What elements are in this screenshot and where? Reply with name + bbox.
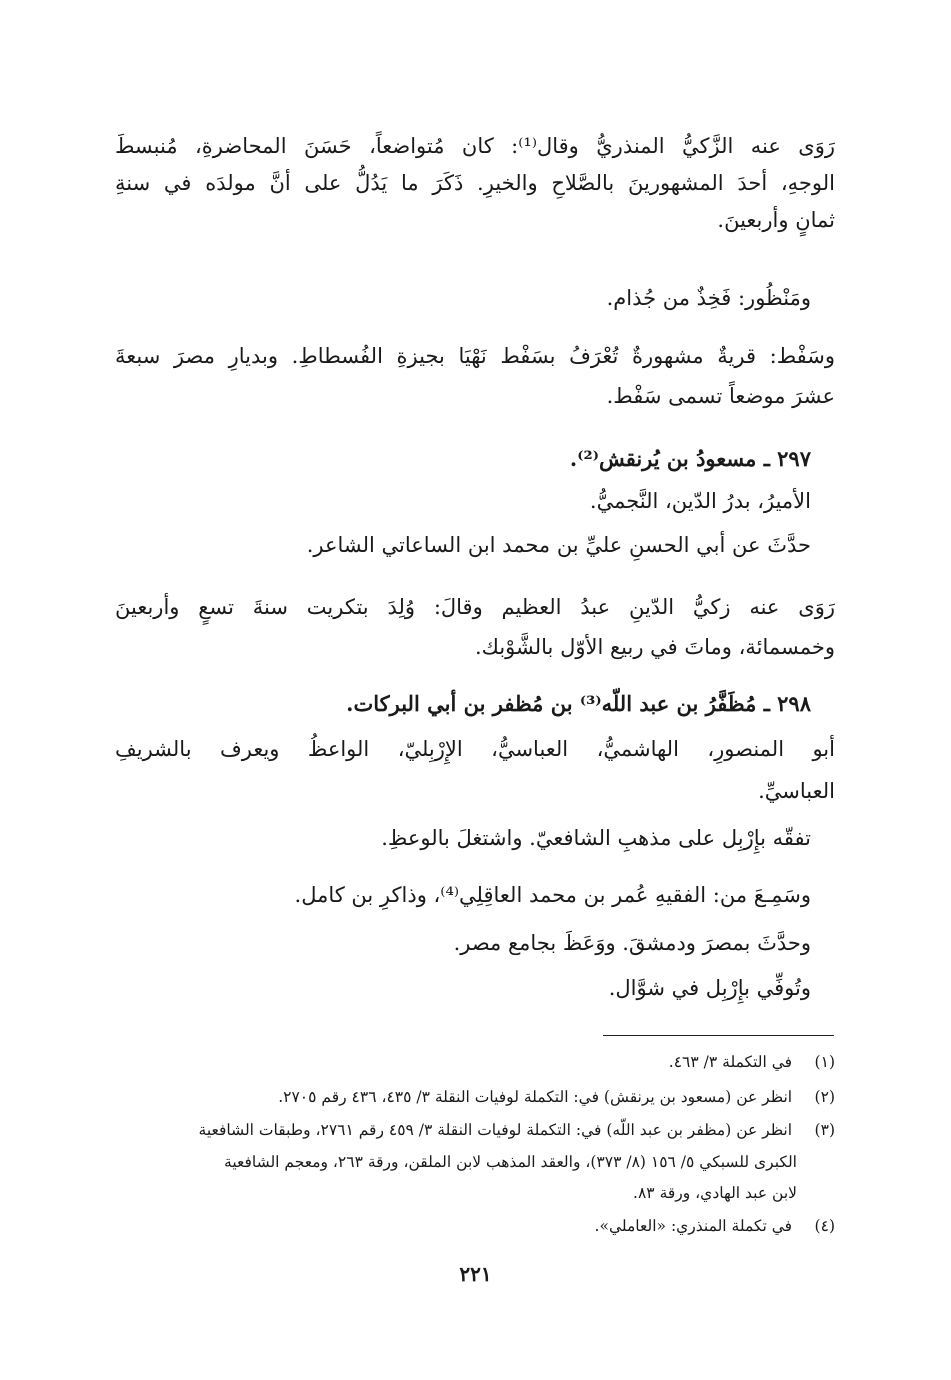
footnote-2 (278, 1085, 835, 1109)
footnote-number: (٢) (814, 1088, 835, 1106)
body-line: ومَنْظُور: فَخِذٌ من جُذام. (606, 286, 811, 310)
footnote-3 (199, 1118, 835, 1142)
body-line: وسَمِـعَ من: الفقيهِ عُمر بن محمد العاقِلِي⁽⁴⁾، وذاكرِ بن كامل. (294, 883, 811, 907)
page-number: ٢٢١ (459, 1262, 492, 1286)
footnote-3-continuation: الكبرى للسبكي ٥/ ١٥٦ (٨/ ٣٧٣)، والعقد المذهب لابن الملقن، ورقة ٢٦٣، ومعجم الشافعية (224, 1153, 797, 1171)
footnote-number: (٣) (814, 1121, 835, 1139)
footnote-3-continuation: لابن عبد الهادي، ورقة ٨٣. (633, 1184, 797, 1202)
body-line: أبو المنصورِ، الهاشميُّ، العباسيُّ، الإِرْبِليّ، الواعظُ ويعرف بالشريفِ (115, 737, 835, 761)
body-line: تفقّه بإِرْبِل على مذهبِ الشافعيّ. واشتغلَ بالوعظِ. (381, 826, 811, 850)
body-line: ثمانٍ وأربعينَ. (717, 208, 835, 232)
body-line: حدَّثَ عن أبي الحسنِ عليِّ بن محمد ابن الساعاتي الشاعر. (306, 533, 811, 557)
footnote-text: انظر عن (مسعود بن يرنقش) في: التكملة لوفيات النقلة ٣/ ٤٣٥، ٤٣٦ رقم ٢٧٠٥. (278, 1088, 793, 1106)
entry-heading-298: ٢٩٨ ـ مُظَفَّرُ بن عبد اللّه⁽³⁾ بن مُظفر بن أبي البركات. (346, 691, 811, 716)
body-line: العباسيِّ. (758, 779, 835, 803)
footnote-text: انظر عن (مظفر بن عبد اللّه) في: التكملة لوفيات النقلة ٣/ ٤٥٩ رقم ٢٧٦١، وطبقات الشافعية (198, 1121, 793, 1139)
body-line: رَوَى عنه الزَّكيُّ المنذريُّ وقال⁽¹⁾: كان مُتواضعاً، حَسَنَ المحاضرةِ، مُنبسطَ (115, 134, 835, 158)
footnote-text: في تكملة المنذري: «العاملي». (594, 1217, 793, 1235)
body-line: وسَفْط: قريةٌ مشهورةٌ تُعْرَفُ بسَفْط نَهْيَا بجيزةِ الفُسطاطِ. وبديارِ مصرَ سبعةَ (115, 344, 835, 368)
body-line: وخمسمائة، وماتَ في ربيع الأوّل بالشَّوْبك. (474, 635, 835, 659)
body-line: الأميرُ، بدرُ الدّين، النَّجميُّ. (589, 489, 811, 513)
body-line: وتُوفِّي بإِرْبِل في شوَّال. (608, 976, 811, 1000)
body-line: رَوَى عنه زكيُّ الدّينِ عبدُ العظيم وقالَ: وُلِدَ بتكريت سنةَ تسعٍ وأربعينَ (115, 595, 835, 619)
footnote-number: (١) (814, 1053, 835, 1071)
entry-heading-297: ٢٩٧ ـ مسعودُ بن يُرنقش⁽²⁾. (569, 446, 811, 471)
body-line: الوجهِ، أحدَ المشهورينَ بالصَّلاحِ والخيرِ. ذَكَرَ ما يَدُلُّ على أنَّ مولدَه في سنةِ (115, 171, 835, 195)
footnote-number: (٤) (814, 1217, 835, 1235)
footnote-text: في التكملة ٣/ ٤٦٣. (668, 1053, 793, 1071)
body-line: عشرَ موضعاً تسمى سَفْط. (606, 384, 835, 408)
footnote-1 (669, 1050, 835, 1074)
footnote-divider (603, 1035, 834, 1036)
body-line: وحدَّثَ بمصرَ ودمشقَ. ووَعَظَ بجامع مصر. (453, 931, 811, 955)
footnote-4 (595, 1214, 835, 1238)
